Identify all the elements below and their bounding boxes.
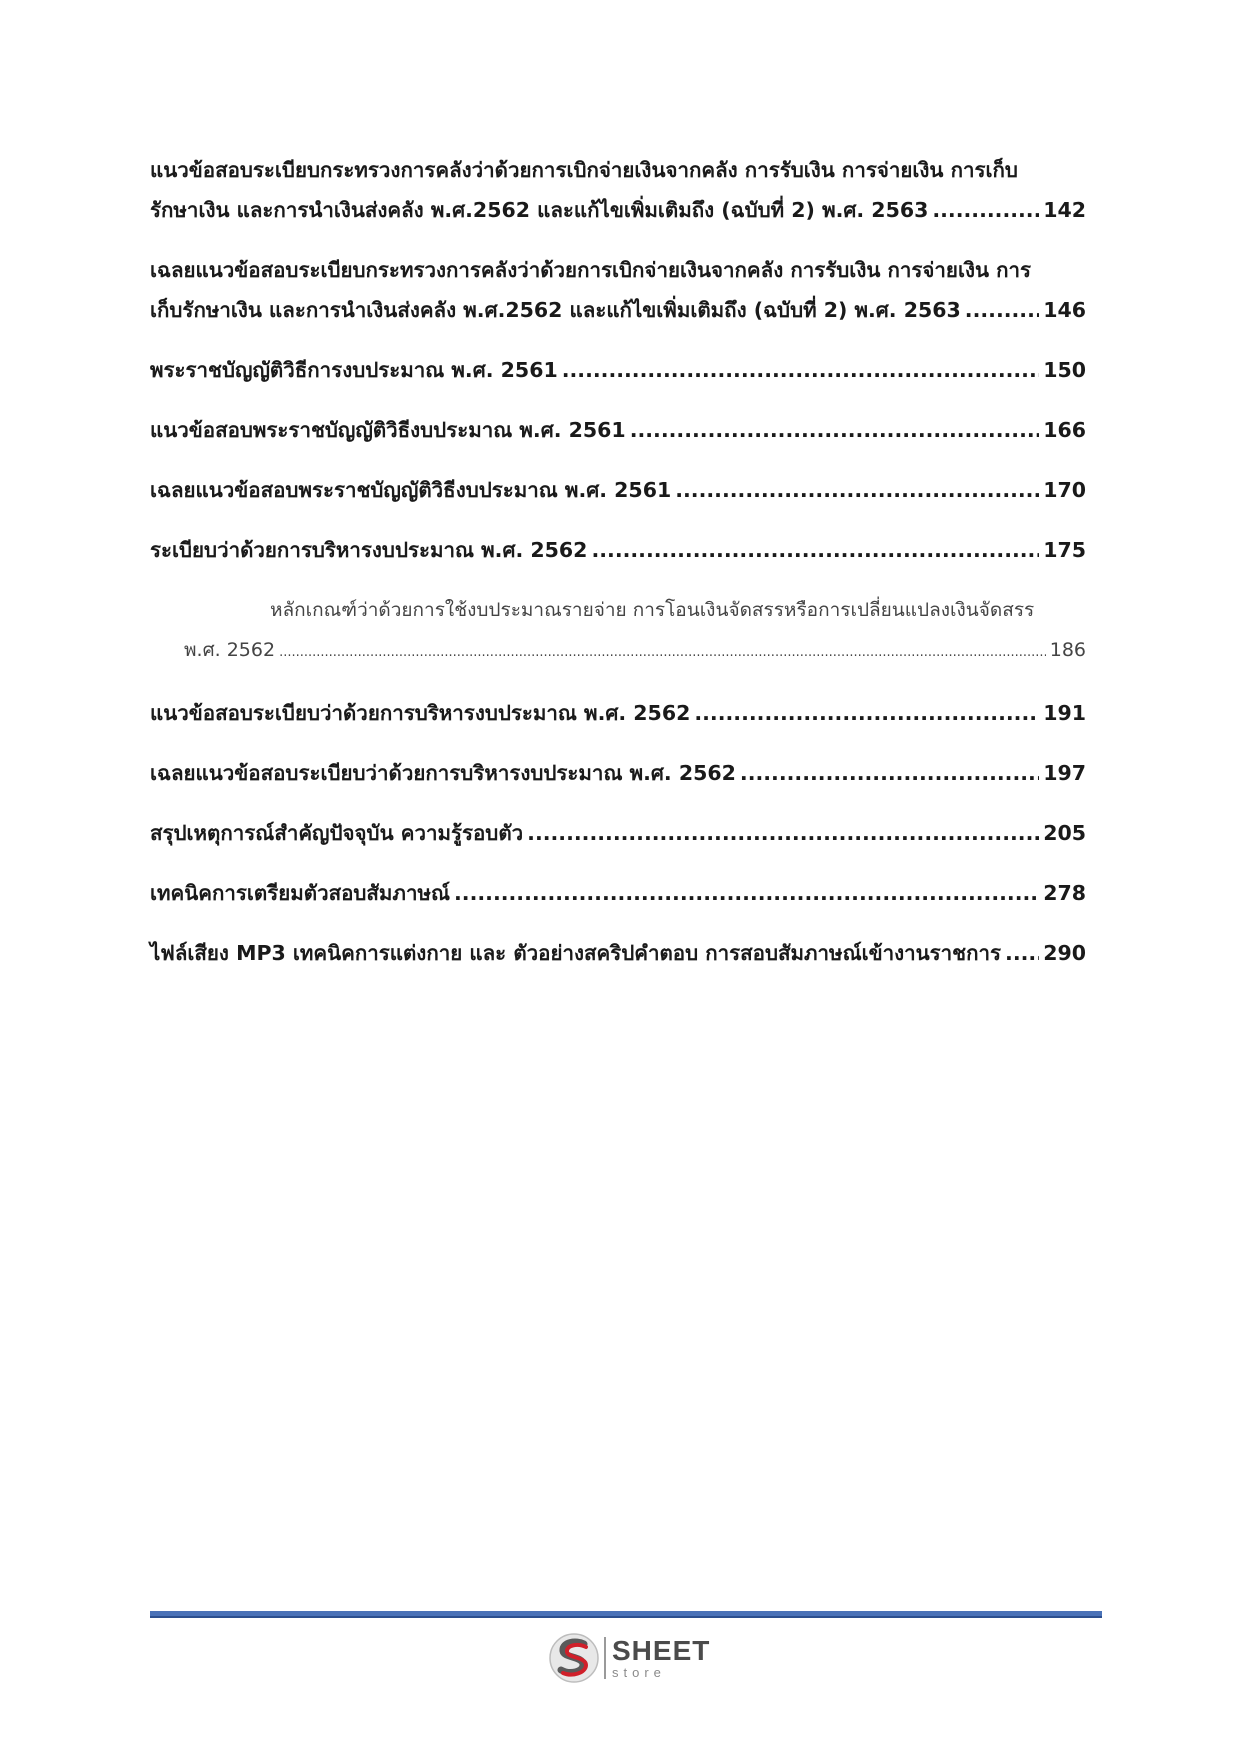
toc-entry-row — [150, 410, 1086, 450]
toc-entry[interactable] — [150, 250, 1086, 330]
toc-entry-row — [150, 873, 1086, 913]
toc-entry[interactable] — [150, 410, 1086, 450]
dot-leader — [562, 350, 1039, 390]
toc-entry[interactable] — [150, 350, 1086, 390]
logo-text — [612, 1637, 710, 1679]
toc-page-number: 166 — [1043, 418, 1086, 442]
toc-entry[interactable] — [150, 150, 1086, 230]
toc-entry-title: พ.ศ. 2562 — [184, 639, 276, 661]
toc-page-number: 278 — [1043, 881, 1086, 905]
toc-page-number: 290 — [1043, 941, 1086, 965]
dot-leader — [694, 693, 1039, 733]
toc-entry-row — [150, 190, 1086, 230]
toc-page-number: 191 — [1043, 701, 1086, 725]
toc-entry-title: เฉลยแนวข้อสอบพระราชบัญญัติวิธีงบประมาณ พ.ศ. 2561 — [150, 478, 672, 502]
toc-entry-title-line1: หลักเกณฑ์ว่าด้วยการใช้งบประมาณรายจ่าย การโอนเงินจัดสรรหรือการเปลี่ยนแปลงเงินจัดสรร — [270, 599, 1035, 621]
table-of-contents — [150, 150, 1086, 993]
toc-page-number: 150 — [1043, 358, 1086, 382]
toc-entry-title: ระเบียบว่าด้วยการบริหารงบประมาณ พ.ศ. 2562 — [150, 538, 588, 562]
toc-entry-row — [150, 753, 1086, 793]
toc-entry-title: พระราชบัญญัติวิธีการงบประมาณ พ.ศ. 2561 — [150, 358, 558, 382]
dot-leader — [591, 530, 1039, 570]
toc-entry-row — [150, 530, 1086, 570]
toc-entry[interactable] — [150, 933, 1086, 973]
logo-divider — [604, 1637, 606, 1679]
toc-entry-title: เฉลยแนวข้อสอบระเบียบว่าด้วยการบริหารงบประมาณ พ.ศ. 2562 — [150, 761, 736, 785]
toc-page-number: 146 — [1043, 298, 1086, 322]
toc-entry-title: เก็บรักษาเงิน และการนำเงินส่งคลัง พ.ศ.2562 และแก้ไขเพิ่มเติมถึง (ฉบับที่ 2) พ.ศ. 2563 — [150, 298, 961, 322]
toc-entry[interactable] — [150, 873, 1086, 913]
toc-entry[interactable] — [150, 470, 1086, 510]
toc-entry-row — [150, 693, 1086, 733]
toc-entry[interactable] — [150, 753, 1086, 793]
toc-entry-row — [150, 630, 1086, 673]
toc-page-number: 170 — [1043, 478, 1086, 502]
dot-leader — [965, 290, 1039, 330]
toc-entry-title: รักษาเงิน และการนำเงินส่งคลัง พ.ศ.2562 และแก้ไขเพิ่มเติมถึง (ฉบับที่ 2) พ.ศ. 2563 — [150, 198, 929, 222]
toc-page-number: 142 — [1043, 198, 1086, 222]
logo-word: SHEET — [612, 1635, 711, 1666]
toc-page-number: 205 — [1043, 821, 1086, 845]
toc-page-number: 186 — [1049, 639, 1086, 661]
toc-page-number: 197 — [1043, 761, 1086, 785]
toc-entry-title: แนวข้อสอบระเบียบว่าด้วยการบริหารงบประมาณ พ.ศ. 2562 — [150, 701, 691, 725]
toc-entry-title: แนวข้อสอบพระราชบัญญัติวิธีงบประมาณ พ.ศ. 2561 — [150, 418, 626, 442]
dot-leader — [1005, 933, 1039, 973]
toc-entry[interactable] — [150, 530, 1086, 570]
dot-leader — [454, 873, 1039, 913]
toc-entry-title-line1: แนวข้อสอบระเบียบกระทรวงการคลังว่าด้วยการเบิกจ่ายเงินจากคลัง การรับเงิน การจ่ายเงิน การเก็บ — [150, 158, 1018, 182]
s-logo-icon — [548, 1632, 600, 1684]
dot-leader — [279, 633, 1046, 673]
toc-entry-title: ไฟล์เสียง MP3 เทคนิคการแต่งกาย และ ตัวอย่างสคริปคำตอบ การสอบสัมภาษณ์เข้างานราชการ — [150, 941, 1002, 965]
toc-page-number: 175 — [1043, 538, 1086, 562]
toc-entry-row — [150, 350, 1086, 390]
logo-sub: store — [612, 1665, 666, 1680]
toc-entry-row — [150, 470, 1086, 510]
dot-leader — [630, 410, 1040, 450]
dot-leader — [675, 470, 1039, 510]
toc-entry-title-line1: เฉลยแนวข้อสอบระเบียบกระทรวงการคลังว่าด้วยการเบิกจ่ายเงินจากคลัง การรับเงิน การจ่ายเงิน การ — [150, 258, 1032, 282]
toc-entry[interactable] — [150, 813, 1086, 853]
toc-entry-row — [150, 813, 1086, 853]
toc-entry[interactable] — [150, 590, 1086, 673]
toc-entry-row — [150, 290, 1086, 330]
dot-leader — [932, 190, 1039, 230]
dot-leader — [527, 813, 1039, 853]
toc-entry-title: สรุปเหตุการณ์สำคัญปัจจุบัน ความรู้รอบตัว — [150, 821, 524, 845]
footer-rule — [150, 1611, 1102, 1618]
dot-leader — [740, 753, 1039, 793]
toc-entry-title: เทคนิคการเตรียมตัวสอบสัมภาษณ์ — [150, 881, 450, 905]
sheet-store-logo — [548, 1630, 710, 1686]
toc-entry-row — [150, 933, 1086, 973]
toc-entry[interactable] — [150, 693, 1086, 733]
